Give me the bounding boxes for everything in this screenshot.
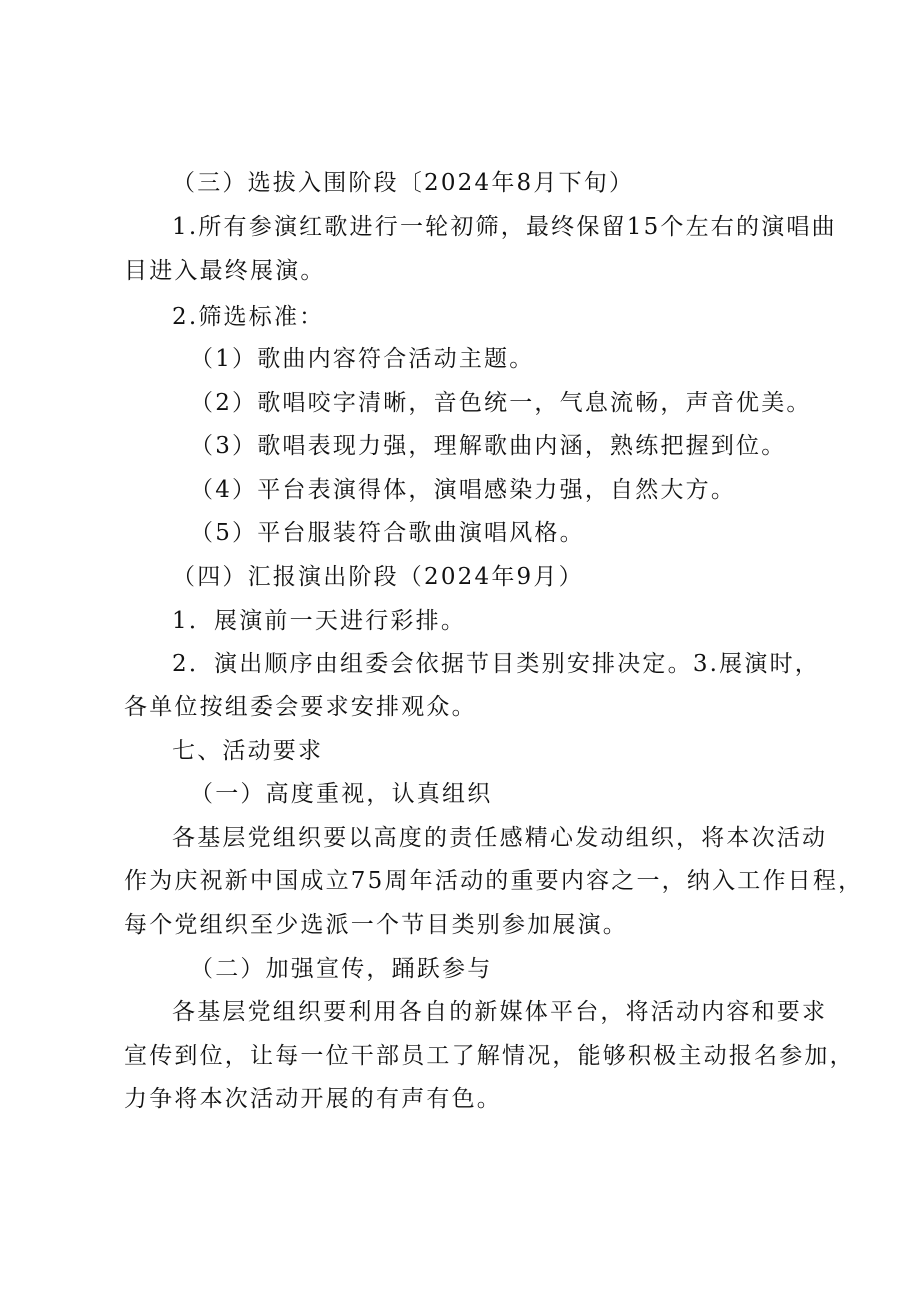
section-heading-performance-stage: （四）汇报演出阶段（2024年9月）	[172, 564, 584, 590]
paragraph-line: 各基层党组织要利用各自的新媒体平台，将活动内容和要求	[172, 999, 828, 1025]
subheading-publicity: （二）加强宣传，踊跃参与	[190, 956, 493, 982]
subheading-organize: （一）高度重视，认真组织	[190, 781, 493, 807]
criteria-item: （4）平台表演得体，演唱感染力强，自然大方。	[190, 477, 737, 503]
paragraph-line: 各单位按组委会要求安排观众。	[124, 694, 477, 720]
paragraph-line: 1．展演前一天进行彩排。	[172, 608, 467, 634]
criteria-item: （1）歌曲内容符合活动主题。	[190, 346, 535, 372]
criteria-heading: 2.筛选标准：	[172, 304, 325, 330]
section-heading-requirements: 七、活动要求	[172, 738, 324, 764]
paragraph-line: 力争将本次活动开展的有声有色。	[124, 1086, 502, 1112]
criteria-item: （2）歌唱咬字清晰，音色统一，气息流畅，声音优美。	[190, 390, 812, 416]
paragraph-line: 目进入最终展演。	[124, 258, 326, 284]
paragraph-line: 每个党组织至少选派一个节目类别参加展演。	[124, 912, 628, 938]
paragraph-line: 1.所有参演红歌进行一轮初筛，最终保留15个左右的演唱曲	[172, 214, 837, 240]
paragraph-line: 各基层党组织要以高度的责任感精心发动组织，将本次活动	[172, 825, 828, 851]
section-heading-selection-stage: （三）选拔入围阶段〔2024年8月下旬）	[172, 170, 635, 196]
criteria-item: （5）平台服装符合歌曲演唱风格。	[190, 520, 585, 546]
paragraph-line: 作为庆祝新中国成立75周年活动的重要内容之一，纳入工作日程，	[124, 868, 864, 894]
criteria-item: （3）歌唱表现力强，理解歌曲内涵，熟练把握到位。	[190, 433, 787, 459]
paragraph-line: 2．演出顺序由组委会依据节目类别安排决定。3.展演时，	[172, 651, 820, 677]
paragraph-line: 宣传到位，让每一位干部员工了解情况，能够积极主动报名参加，	[124, 1043, 855, 1069]
